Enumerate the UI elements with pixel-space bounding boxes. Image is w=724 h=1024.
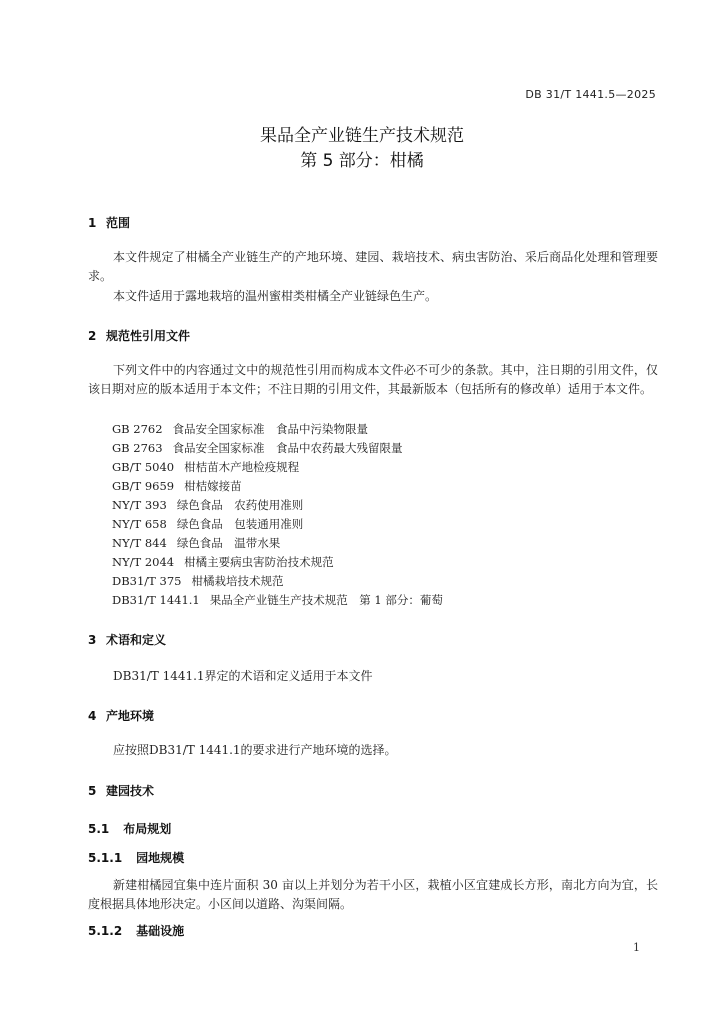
reference-code: GB/T 5040	[112, 460, 175, 474]
reference-code: GB 2762	[112, 422, 163, 436]
reference-name: 柑桔嫁接苗	[184, 479, 242, 493]
reference-code: DB31/T 375	[112, 574, 182, 588]
section-heading-5	[88, 782, 154, 799]
reference-name: 食品安全国家标准 食品中农药最大残留限量	[172, 441, 403, 455]
section-number: 4	[88, 709, 97, 723]
section-number: 2	[88, 329, 97, 343]
subsection-title: 布局规划	[123, 822, 172, 836]
section-title: 规范性引用文件	[106, 329, 191, 343]
paragraph: 下列文件中的内容通过文中的规范性引用而构成本文件必不可少的条款。其中，注日期的引用文件，仅该日期对应的版本适用于本文件；不注日期的引用文件，其最新版本（包括所有的修改单）适用于本文件。	[88, 363, 658, 396]
paragraph: DB31/T 1441.1界定的术语和定义适用于本文件	[113, 669, 373, 683]
subsection-number: 5.1.2	[88, 924, 123, 938]
document-title: 果品全产业链生产技术规范	[260, 126, 464, 146]
reference-item	[112, 554, 334, 570]
document-subtitle: 第 5 部分：柑橘	[300, 151, 424, 171]
reference-code: NY/T 393	[112, 498, 167, 512]
reference-name: 食品安全国家标准 食品中污染物限量	[172, 422, 369, 436]
reference-item	[112, 573, 283, 589]
section-title: 范围	[106, 216, 131, 230]
document-code: DB 31/T 1441.5—2025	[525, 88, 656, 101]
subsection-number: 5.1	[88, 822, 110, 836]
section-heading-4	[88, 707, 154, 724]
reference-code: DB31/T 1441.1	[112, 593, 200, 607]
section-title: 术语和定义	[106, 633, 167, 647]
reference-name: 柑桔苗木产地检疫规程	[184, 460, 300, 474]
reference-name: 绿色食品 包装通用准则	[176, 517, 304, 531]
subsection-heading-5-1	[88, 820, 171, 837]
reference-item	[112, 440, 403, 456]
section-heading-1	[88, 214, 130, 231]
reference-name: 果品全产业链生产技术规范 第 1 部分：葡萄	[209, 593, 443, 607]
reference-item	[112, 459, 299, 475]
reference-name: 绿色食品 温带水果	[176, 536, 281, 550]
reference-item	[112, 497, 303, 513]
section-heading-2	[88, 327, 190, 344]
reference-name: 柑橘主要病虫害防治技术规范	[184, 555, 334, 569]
reference-code: NY/T 844	[112, 536, 167, 550]
reference-item	[112, 535, 280, 551]
paragraph: 新建柑橘园宜集中连片面积 30 亩以上并划分为若干小区，栽植小区宜建成长方形，南北方向为宜，长度根据具体地形决定。小区间以道路、沟渠间隔。	[88, 878, 658, 911]
reference-item	[112, 478, 242, 494]
section-number: 1	[88, 216, 97, 230]
section-number: 5	[88, 784, 97, 798]
reference-item	[112, 592, 443, 608]
section-heading-3	[88, 631, 166, 648]
subsection-heading-5-1-1	[88, 849, 184, 866]
reference-code: NY/T 2044	[112, 555, 175, 569]
reference-code: GB/T 9659	[112, 479, 175, 493]
paragraph: 应按照DB31/T 1441.1的要求进行产地环境的选择。	[113, 743, 397, 757]
subsection-title: 基础设施	[136, 924, 185, 938]
section-number: 3	[88, 633, 97, 647]
reference-name: 柑橘栽培技术规范	[191, 574, 284, 588]
reference-code: NY/T 658	[112, 517, 167, 531]
section-title: 建园技术	[106, 784, 155, 798]
paragraph: 本文件适用于露地栽培的温州蜜柑类柑橘全产业链绿色生产。	[113, 289, 438, 303]
reference-name: 绿色食品 农药使用准则	[176, 498, 304, 512]
subsection-title: 园地规模	[136, 851, 185, 865]
reference-item	[112, 421, 368, 437]
subsection-number: 5.1.1	[88, 851, 123, 865]
section-title: 产地环境	[106, 709, 155, 723]
reference-item	[112, 516, 303, 532]
paragraph: 本文件规定了柑橘全产业链生产的产地环境、建园、栽培技术、病虫害防治、采后商品化处理和管理要求。	[88, 250, 658, 283]
page-number: 1	[633, 941, 640, 954]
reference-code: GB 2763	[112, 441, 163, 455]
subsection-heading-5-1-2	[88, 922, 184, 939]
